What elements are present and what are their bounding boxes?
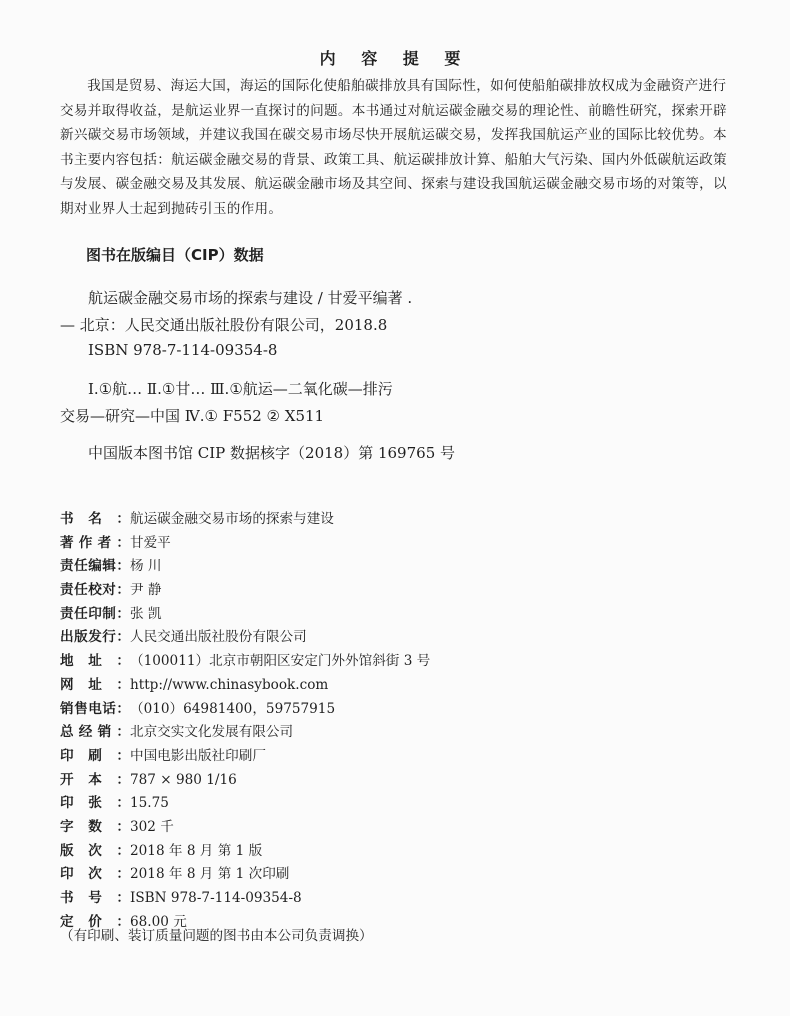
info-label: 网址： — [60, 676, 130, 693]
info-row — [60, 792, 740, 816]
info-label: 责任编辑： — [60, 558, 130, 575]
info-value: 302 千 — [130, 818, 174, 835]
info-label: 出版发行： — [60, 629, 130, 646]
info-row — [60, 769, 740, 793]
info-row — [60, 532, 740, 556]
info-value: ISBN 978-7-114-09354-8 — [130, 890, 302, 906]
info-label: 书号： — [60, 890, 130, 906]
info-row — [60, 721, 740, 745]
info-value: 68.00 元 — [130, 913, 187, 930]
info-label: 地址： — [60, 653, 130, 670]
info-label: 责任校对： — [60, 582, 130, 599]
info-value: 尹 静 — [130, 582, 162, 599]
info-row — [60, 650, 740, 674]
info-row — [60, 816, 740, 840]
publication-info — [60, 508, 740, 934]
cip-heading: 图书在版编目（CIP）数据 — [86, 246, 264, 264]
cip-line-publisher: — 北京：人民交通出版社股份有限公司，2018.8 — [60, 316, 388, 334]
info-label: 字数： — [60, 818, 130, 835]
info-label: 销售电话： — [60, 700, 130, 717]
info-value: 787 × 980 1/16 — [130, 771, 237, 788]
quality-note: （有印刷、装订质量问题的图书由本公司负责调换） — [60, 928, 373, 944]
info-row — [60, 555, 740, 579]
info-value: 北京交实文化发展有限公司 — [130, 724, 294, 741]
info-label: 著作者： — [60, 534, 130, 551]
info-value: 航运碳金融交易市场的探索与建设 — [130, 511, 334, 527]
info-value: 张 凯 — [130, 605, 162, 622]
cip-line-classification: Ⅰ.①航… Ⅱ.①甘… Ⅲ.①航运—二氧化碳—排污 — [88, 380, 393, 398]
info-row — [60, 887, 740, 911]
info-row — [60, 508, 740, 532]
info-value: 中国电影出版社印刷厂 — [130, 747, 266, 764]
info-label: 责任印制： — [60, 605, 130, 622]
info-value: 杨 川 — [130, 558, 162, 575]
info-label: 印次： — [60, 866, 130, 883]
summary-title: 内 容 提 要 — [319, 49, 471, 68]
info-row — [60, 745, 740, 769]
cip-line-isbn: ISBN 978-7-114-09354-8 — [88, 341, 278, 359]
info-label: 定价： — [60, 913, 130, 930]
info-row — [60, 579, 740, 603]
info-label: 版次： — [60, 842, 130, 859]
info-label: 书名： — [60, 511, 130, 527]
info-value: 2018 年 8 月 第 1 次印刷 — [130, 866, 290, 883]
info-row — [60, 626, 740, 650]
summary-text: 我国是贸易、海运大国，海运的国际化使船舶碳排放具有国际性，如何使船舶碳排放权成为金融资产进行交易并取得收益，是航运业界一直探讨的问题。本书通过对航运碳金融交易的理论性、前瞻性研究，探索开辟新兴碳交易市场领域，并建议我国在碳交易市场尽快开展航运碳交易，发挥我国航运产业的国际比较优势。本书主要内容包括：航运碳金融交易的背景、政策工具、航运碳排放计算、船舶大气污染、国内外低碳航运政策与发展、碳金融交易及其发展、航运碳金融市场及其空间、探索与建设我国航运碳金融交易市场的对策等，以期对业界人士起到抛砖引玉的作用。 — [60, 78, 727, 217]
info-label: 印刷： — [60, 747, 130, 764]
info-row — [60, 674, 740, 698]
cip-line-classification-cont: 交易—研究—中国 Ⅳ.① F552 ② X511 — [60, 407, 325, 425]
info-row — [60, 603, 740, 627]
info-value: （100011）北京市朝阳区安定门外外馆斜街 3 号 — [130, 653, 431, 670]
info-value: 人民交通出版社股份有限公司 — [130, 629, 307, 646]
cip-line-verification: 中国版本图书馆 CIP 数据核字（2018）第 169765 号 — [88, 444, 456, 462]
info-label: 印张： — [60, 795, 130, 812]
info-value: 2018 年 8 月 第 1 版 — [130, 842, 263, 859]
info-row — [60, 863, 740, 887]
info-row — [60, 698, 740, 722]
cip-line-title: 航运碳金融交易市场的探索与建设 / 甘爱平编著 . — [88, 289, 413, 307]
info-value: http://www.chinasybook.com — [130, 676, 329, 693]
info-value: 15.75 — [130, 795, 169, 812]
info-value: 甘爱平 — [130, 534, 171, 551]
info-label: 总经销： — [60, 724, 130, 741]
info-label: 开本： — [60, 771, 130, 788]
info-row — [60, 840, 740, 864]
info-value: （010）64981400，59757915 — [130, 700, 336, 717]
